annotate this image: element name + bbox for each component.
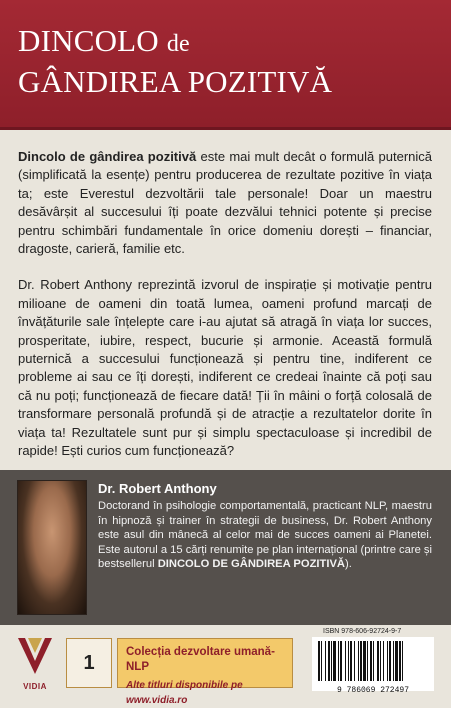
barcode-bar <box>399 641 401 681</box>
barcode-bar <box>377 641 379 681</box>
barcode-bar <box>370 641 372 681</box>
barcode-bar <box>363 641 366 681</box>
intro-paragraph <box>18 148 432 258</box>
publisher-name: VIDIA <box>23 682 47 691</box>
vidia-logo-icon <box>14 632 56 686</box>
cover-header-band <box>0 0 451 130</box>
barcode-bar <box>395 641 398 681</box>
author-bio-end: ). <box>345 558 352 571</box>
barcode-bar <box>328 641 330 681</box>
isbn-label: ISBN 978-606-92724-9-7 <box>323 628 402 635</box>
author-bio-bestseller: DINCOLO DE GÂNDIREA POZITIVĂ <box>157 558 345 571</box>
author-name: Dr. Robert Anthony <box>98 481 217 496</box>
second-paragraph: Dr. Robert Anthony reprezintă izvorul de inspirație și motivație pentru milioane de oameni din toată lumea, oameni profund marcați de învățăturile sale înțelepte care i-au ajutat să atragă în viața lor succes, prosperitate, iubire, respect, bucurie și armonie. Această formulă puternică a succesului funcționează și pentru tine, indiferent ce probleme ai sau ce îți dorești, indiferent ce credeai înainte că poți sau că nu poți; funcționează de fiecare dată! Ții în mâini o forță colosală de transformare personală profundă și de atracție a rezultatelor dorite în viața ta! Rezultatele sunt pur și simplu spectaculoase și incredibil de rapide! Ești curios cum funcționează? <box>18 277 432 459</box>
collection-title: Colecția dezvoltare umană-NLP <box>126 646 275 673</box>
barcode-bar <box>350 641 352 681</box>
barcode-bar <box>348 641 349 681</box>
title-word-dincolo: DINCOLO <box>18 23 159 58</box>
author-bio-text: Doctorand în psihologie comportamentală, practicant NLP, maestru în hipnoză și trainer în strategii de business, Dr. Robert Anthony este asul din mânecă al celor mai de succes oameni ai Planetei. Este autorul a 15 cărți renumite pe plan internațional (printre care și bestsellerul <box>98 500 432 571</box>
barcode-bar <box>402 641 403 681</box>
barcode-bar <box>393 641 394 681</box>
barcode-bar <box>380 641 381 681</box>
book-title <box>18 22 332 101</box>
author-photo <box>17 480 87 615</box>
barcode-bar <box>373 641 374 681</box>
barcode-bar <box>354 641 355 681</box>
barcode-bar <box>333 641 336 681</box>
collection-box <box>117 638 293 706</box>
barcode-bar <box>360 641 362 681</box>
intro-bold-lead: Dincolo de gândirea pozitivă <box>18 149 197 164</box>
barcode-digits: 9 786069 272497 <box>336 686 409 695</box>
intro-text: este mai mult decât o formulă puternică (simplificată la esențe) pentru producerea de rezultate pozitive în viața ta; este Everestul dezvoltării tale personale! Doar un maestru desăvârșit al succesului îți poate dezvălui tehnici potente și precise pentru schimbări fundamentale în orice domeniu dorești – financiar, dragoste, carieră, familie etc. <box>18 149 432 257</box>
barcode-bar <box>345 641 346 681</box>
blurb-text <box>18 148 432 479</box>
series-number-box: 1 <box>66 638 112 688</box>
title-line-2: GÂNDIREA POZITIVĂ <box>18 64 333 99</box>
barcode-bar <box>389 641 391 681</box>
barcode-bar <box>387 641 388 681</box>
title-word-de: de <box>166 31 190 57</box>
barcode-bar <box>325 641 326 681</box>
barcode-bar <box>338 641 339 681</box>
barcode <box>312 637 434 691</box>
barcode-bar <box>340 641 342 681</box>
barcode-bar <box>331 641 332 681</box>
barcode-bars-icon <box>312 637 434 685</box>
barcode-bar <box>367 641 368 681</box>
barcode-bar <box>383 641 384 681</box>
barcode-bar <box>358 641 359 681</box>
collection-website: Alte titluri disponibile pe www.vidia.ro <box>126 680 243 706</box>
author-bio <box>98 499 432 572</box>
barcode-bar <box>321 641 322 681</box>
barcode-bar <box>318 641 320 681</box>
